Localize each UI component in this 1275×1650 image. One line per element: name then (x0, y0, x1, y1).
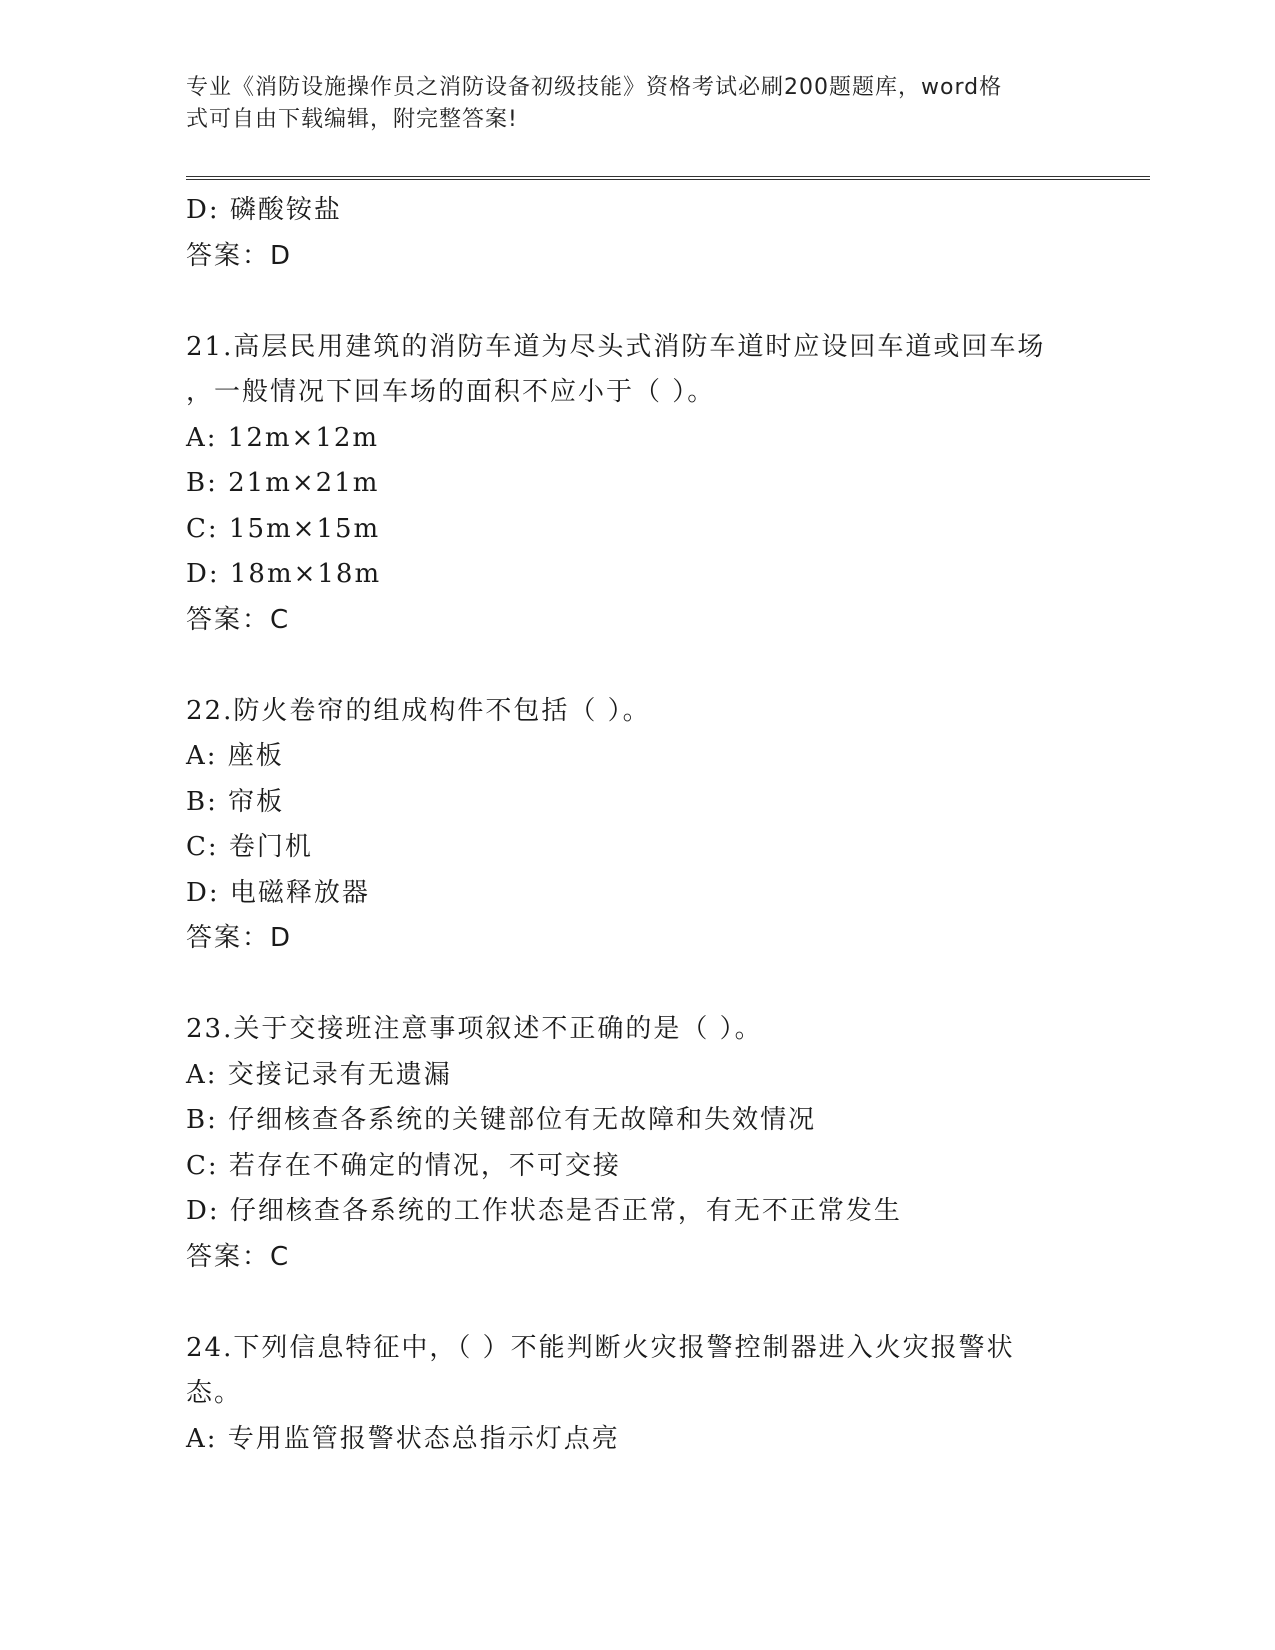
option-c: C: 卷门机 (186, 832, 313, 862)
option-b: B: 帘板 (186, 786, 285, 817)
header-line-2: 式可自由下载编辑，附完整答案! (186, 107, 518, 132)
option-d: D: 磷酸铵盐 (186, 195, 342, 225)
option-a: A: 专用监管报警状态总指示灯点亮 (186, 1423, 620, 1454)
option-d: D: 仔细核查各系统的工作状态是否正常，有无不正常发生 (186, 1196, 902, 1226)
option-c: C: 15m×15m (186, 513, 381, 544)
question-list (186, 188, 1086, 1462)
question-text: 态。 (186, 1378, 243, 1408)
answer-line: 答案：D (186, 240, 293, 271)
question-22 (186, 689, 1086, 962)
option-a: A: 交接记录有无遗漏 (186, 1059, 452, 1090)
option-d: D: 18m×18m (186, 559, 382, 589)
question-text: 22.防火卷帘的组成构件不包括（ ）。 (186, 695, 651, 726)
option-d: D: 电磁释放器 (186, 877, 370, 908)
option-b: B: 仔细核查各系统的关键部位有无故障和失效情况 (186, 1105, 817, 1135)
question-21 (186, 325, 1086, 644)
question-text: 21.高层民用建筑的消防车道为尽头式消防车道时应设回车道或回车场 (186, 331, 1046, 362)
option-b: B: 21m×21m (186, 468, 380, 498)
spacer (186, 1280, 1086, 1326)
spacer (186, 279, 1086, 325)
option-a: A: 12m×12m (186, 422, 380, 453)
answer-line: 答案：C (186, 1241, 291, 1272)
answer-line: 答案：C (186, 604, 291, 635)
spacer (186, 962, 1086, 1008)
question-23 (186, 1007, 1086, 1280)
question-text: 23.关于交接班注意事项叙述不正确的是（ ）。 (186, 1014, 763, 1044)
header-line-1: 专业《消防设施操作员之消防设备初级技能》资格考试必刷200题题库，word格 (186, 75, 1003, 100)
question-text: ，一般情况下回车场的面积不应小于（ ）。 (186, 377, 716, 407)
option-c: C: 若存在不确定的情况，不可交接 (186, 1150, 621, 1181)
spacer (186, 643, 1086, 689)
question-text: 24.下列信息特征中，（ ）不能判断火灾报警控制器进入火灾报警状 (186, 1332, 1015, 1363)
document-header (186, 72, 1066, 136)
answer-line: 答案：D (186, 923, 293, 953)
header-divider (186, 176, 1150, 180)
option-a: A: 座板 (186, 741, 284, 771)
question-24 (186, 1326, 1086, 1463)
